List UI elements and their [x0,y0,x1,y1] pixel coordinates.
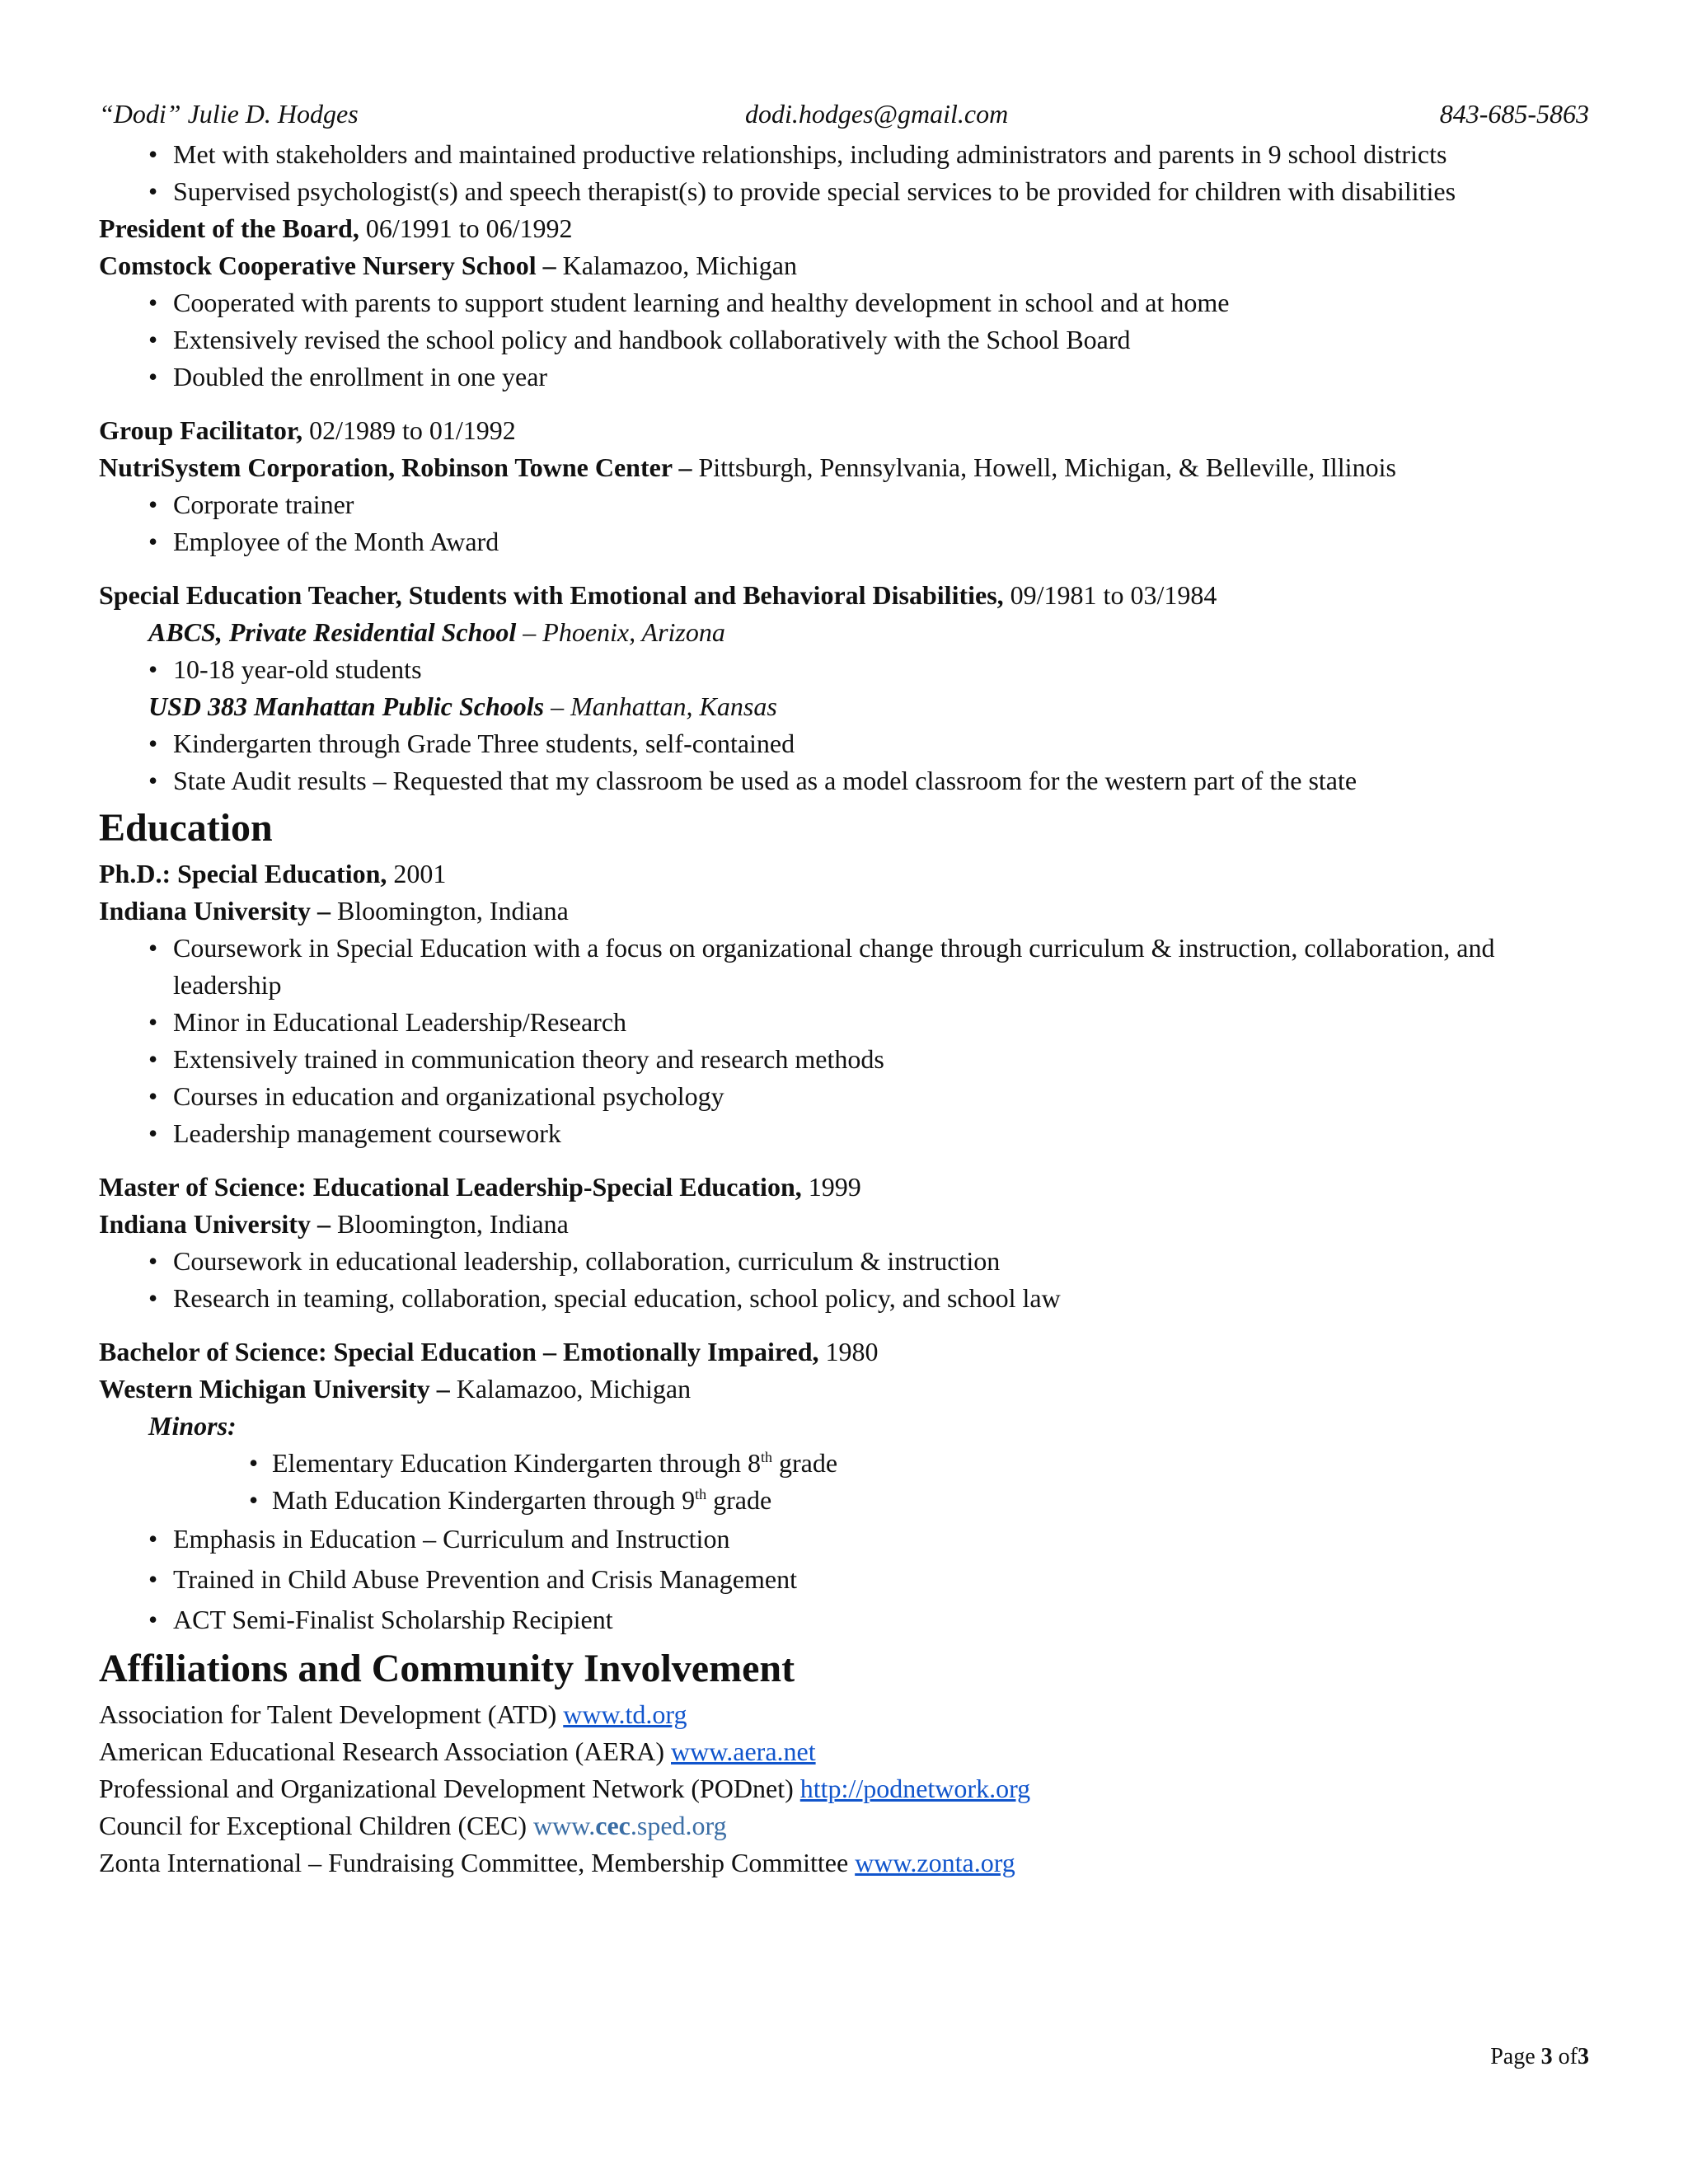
list-item: • Leadership management coursework [99,1115,1607,1152]
page-footer: Page 3 of3 [1490,2044,1589,2069]
job-dates: 06/1991 to 06/1992 [365,213,573,243]
school-name: Western Michigan University – [99,1374,450,1404]
affiliation-link[interactable]: www.aera.net [671,1736,816,1766]
job-org-line [99,247,1607,284]
sub-location: – Manhattan, Kansas [551,691,777,721]
degree-line [99,855,1607,893]
affiliation-row [99,1807,1607,1844]
degree-bullet-list [99,1243,1607,1317]
page-header [99,99,1589,135]
list-item: • Cooperated with parents to support student learning and healthy development in school and at home [99,284,1607,321]
sub-org: ABCS, Private Residential School [148,617,517,647]
degree-title: Ph.D.: Special Education, [99,859,387,888]
affiliation-name: Association for Talent Development (ATD) [99,1699,557,1729]
header-phone: 843-685-5863 [1439,99,1589,129]
sub-org-line [99,688,1607,725]
list-item: • Minor in Educational Leadership/Research [99,1004,1607,1041]
continued-bullet-list [99,136,1607,210]
list-item: • Emphasis in Education – Curriculum and Instruction [99,1519,1607,1559]
job-org: Comstock Cooperative Nursery School – [99,251,556,280]
affiliation-row [99,1696,1607,1733]
header-name: “Dodi” Julie D. Hodges [99,99,359,129]
job-org-line [99,449,1607,486]
list-item: • Extensively trained in communication theory and research methods [99,1041,1607,1078]
minors-list [99,1445,1607,1519]
list-item: • Coursework in educational leadership, collaboration, curriculum & instruction [99,1243,1607,1280]
list-item: • Trained in Child Abuse Prevention and Crisis Management [99,1559,1607,1600]
school-name: Indiana University – [99,1209,331,1239]
degree-year: 1999 [808,1172,861,1202]
job-title: President of the Board, [99,213,359,243]
sub-location: – Phoenix, Arizona [523,617,725,647]
list-item: • Met with stakeholders and maintained productive relationships, including administrators and parents in 9 school districts [99,136,1607,173]
job-title-line [99,210,1607,247]
job-dates: 09/1981 to 03/1984 [1010,580,1217,610]
list-item: • Supervised psychologist(s) and speech therapist(s) to provide special services to be provided for children with disabilities [99,173,1607,210]
job-bullet-list [99,651,1607,688]
school-location: Kalamazoo, Michigan [456,1374,692,1404]
affiliation-row [99,1770,1607,1807]
resume-content [99,136,1607,1882]
list-item: • Kindergarten through Grade Three students, self-contained [99,725,1607,762]
sub-org-line [99,614,1607,651]
school-location: Bloomington, Indiana [336,896,569,926]
degree-year: 1980 [825,1337,879,1366]
degree-line [99,1169,1607,1206]
minors-label: Minors: [148,1411,237,1441]
affiliation-name: Zonta International – Fundraising Committee, Membership Committee [99,1848,849,1877]
list-item: • Employee of the Month Award [99,523,1607,560]
affiliation-link[interactable]: www.cec.sped.org [533,1811,727,1840]
list-item: • 10-18 year-old students [99,651,1607,688]
job-location: Kalamazoo, Michigan [562,251,797,280]
list-item: • Research in teaming, collaboration, special education, school policy, and school law [99,1280,1607,1317]
affiliation-row [99,1844,1607,1882]
list-item: • ACT Semi-Finalist Scholarship Recipient [99,1600,1607,1640]
list-item: • Doubled the enrollment in one year [99,359,1607,396]
list-item: • Coursework in Special Education with a focus on organizational change through curriculum & instruction, collaboration, and leadership [99,930,1607,1004]
job-title-line [99,577,1607,614]
list-item: • Corporate trainer [99,486,1607,523]
job-title-line [99,412,1607,449]
job-dates: 02/1989 to 01/1992 [309,415,516,445]
page-total: 3 [1578,2044,1589,2069]
degree-title: Bachelor of Science: Special Education – Emotionally Impaired, [99,1337,819,1366]
affiliation-link[interactable]: http://podnetwork.org [799,1774,1031,1803]
affiliations-heading: Affiliations and Community Involvement [99,1647,795,1690]
degree-line [99,1333,1607,1371]
school-line [99,893,1607,930]
affiliation-name: Professional and Organizational Development Network (PODnet) [99,1774,794,1803]
affiliation-name: American Educational Research Association (AERA) [99,1736,664,1766]
school-location: Bloomington, Indiana [336,1209,569,1239]
school-line [99,1371,1607,1408]
degree-bullet-list [99,930,1607,1152]
list-item: • Extensively revised the school policy and handbook collaboratively with the School Board [99,321,1607,359]
job-bullet-list [99,486,1607,560]
affiliation-link[interactable]: www.zonta.org [855,1848,1015,1877]
affiliation-row [99,1733,1607,1770]
job-title: Group Facilitator, [99,415,303,445]
job-title: Special Education Teacher, Students with Emotional and Behavioral Disabilities, [99,580,1004,610]
job-bullet-list [99,284,1607,396]
degree-year: 2001 [393,859,447,888]
education-heading: Education [99,806,273,850]
job-location: Pittsburgh, Pennsylvania, Howell, Michigan, & Belleville, Illinois [698,452,1396,482]
degree-bullet-list [99,1519,1607,1640]
school-name: Indiana University – [99,896,331,926]
header-email: dodi.hodges@gmail.com [745,99,1009,129]
job-org: NutriSystem Corporation, Robinson Towne Center – [99,452,692,482]
school-line [99,1206,1607,1243]
list-item: • Math Education Kindergarten through 9th grade [99,1482,1607,1519]
degree-title: Master of Science: Educational Leadership-Special Education, [99,1172,802,1202]
list-item: • State Audit results – Requested that my classroom be used as a model classroom for the western part of the state [99,762,1607,799]
sub-org: USD 383 Manhattan Public Schools [148,691,545,721]
list-item: • Courses in education and organizational psychology [99,1078,1607,1115]
job-bullet-list [99,725,1607,799]
page-number: 3 [1540,2044,1553,2069]
list-item: • Elementary Education Kindergarten through 8th grade [99,1445,1607,1482]
affiliation-link[interactable]: www.td.org [563,1699,687,1729]
affiliation-name: Council for Exceptional Children (CEC) [99,1811,527,1840]
